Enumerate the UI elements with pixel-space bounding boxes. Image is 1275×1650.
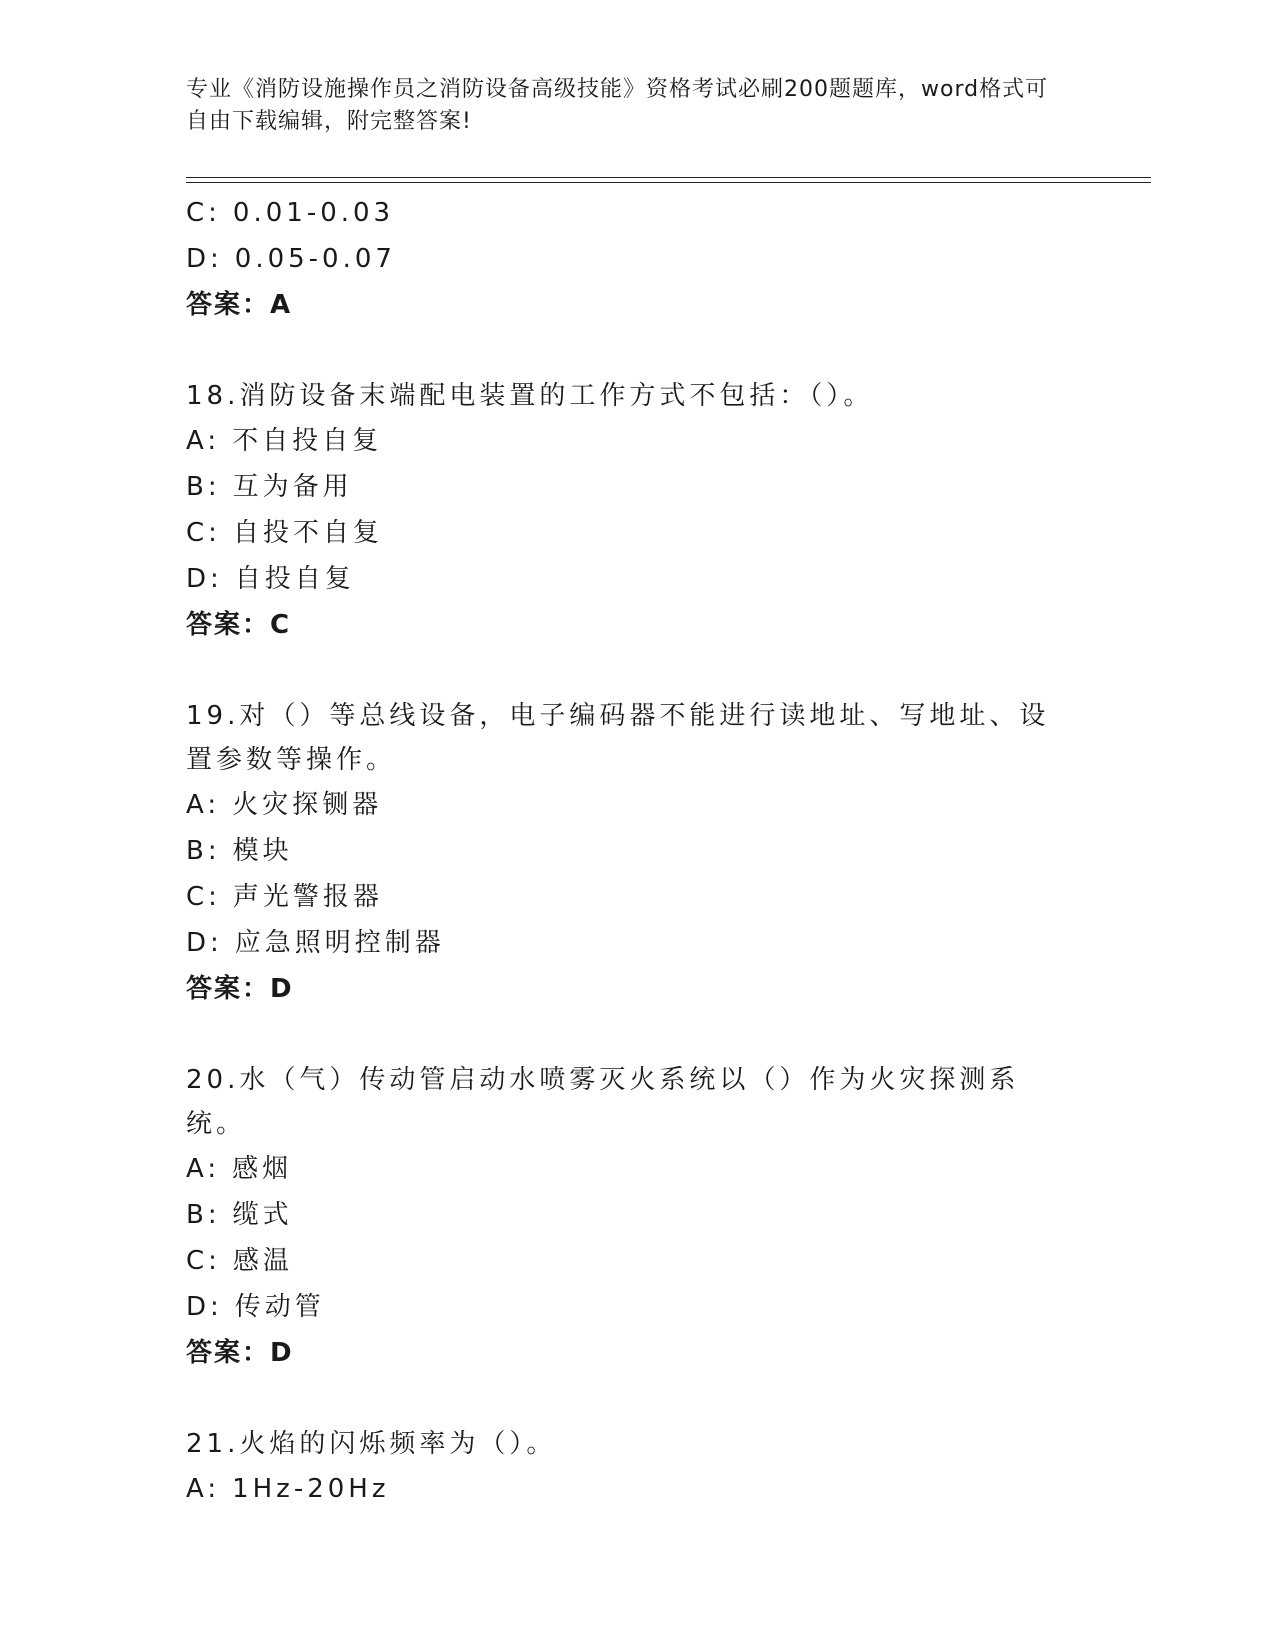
option-label: A:: [186, 1154, 221, 1184]
option-label: A:: [186, 1474, 221, 1504]
option-label: D:: [186, 1292, 223, 1322]
option-a: [186, 1146, 1106, 1192]
option-text: 互为备用: [232, 472, 353, 502]
option-label: B:: [186, 472, 221, 502]
spacer: [186, 1376, 1106, 1422]
option-text: 0.05-0.07: [234, 244, 396, 274]
option-a: [186, 418, 1106, 464]
option-text: 火灾探铡器: [232, 790, 383, 820]
answer-line: 答案：D: [186, 974, 294, 1004]
option-text: 感烟: [232, 1154, 293, 1184]
option-text: 不自投自复: [232, 426, 383, 456]
option-text: 缆式: [232, 1200, 293, 1230]
option-b: [186, 464, 1106, 510]
spacer: [186, 1012, 1106, 1058]
question-stem-20: 20.水（气）传动管启动水喷雾灭火系统以（）作为火灾探测系统。: [186, 1065, 1020, 1139]
question-content: [186, 190, 1106, 1512]
option-text: 传动管: [234, 1292, 325, 1322]
option-d: [186, 236, 1106, 282]
option-b: [186, 828, 1106, 874]
option-c: [186, 1238, 1106, 1284]
option-text: 自投不自复: [232, 518, 383, 548]
header-rule-top: [186, 177, 1151, 178]
option-text: 1Hz-20Hz: [232, 1474, 390, 1504]
option-a: [186, 1466, 1106, 1512]
option-d: [186, 1284, 1106, 1330]
option-b: [186, 1192, 1106, 1238]
option-text: 模块: [232, 836, 293, 866]
option-label: A:: [186, 790, 221, 820]
option-text: 自投自复: [234, 564, 355, 594]
option-text: 应急照明控制器: [234, 928, 445, 958]
answer-line: 答案：D: [186, 1338, 294, 1368]
document-header: 专业《消防设施操作员之消防设备高级技能》资格考试必刷200题题库，word格式可自由下载编辑，附完整答案!: [186, 77, 1049, 134]
answer-line: 答案：C: [186, 610, 292, 640]
option-text: 声光警报器: [232, 882, 383, 912]
option-d: [186, 556, 1106, 602]
option-label: C:: [186, 198, 221, 228]
header-rule-bottom: [186, 182, 1151, 183]
option-label: C:: [186, 518, 221, 548]
question-stem-21: 21.火焰的闪烁频率为（）。: [186, 1429, 557, 1459]
option-label: A:: [186, 426, 221, 456]
option-label: C:: [186, 882, 221, 912]
option-label: D:: [186, 564, 223, 594]
question-stem-19: 19.对（）等总线设备，电子编码器不能进行读地址、写地址、设置参数等操作。: [186, 701, 1050, 775]
option-a: [186, 782, 1106, 828]
answer-line: 答案：A: [186, 290, 293, 320]
option-label: D:: [186, 928, 223, 958]
option-label: B:: [186, 1200, 221, 1230]
option-c: [186, 510, 1106, 556]
question-stem-18: 18.消防设备末端配电装置的工作方式不包括：（）。: [186, 381, 874, 411]
option-d: [186, 920, 1106, 966]
option-c: [186, 874, 1106, 920]
option-text: 0.01-0.03: [232, 198, 395, 228]
option-c: [186, 190, 1106, 236]
option-label: D:: [186, 244, 223, 274]
option-text: 感温: [232, 1246, 293, 1276]
spacer: [186, 648, 1106, 694]
option-label: C:: [186, 1246, 221, 1276]
spacer: [186, 328, 1106, 374]
option-label: B:: [186, 836, 221, 866]
